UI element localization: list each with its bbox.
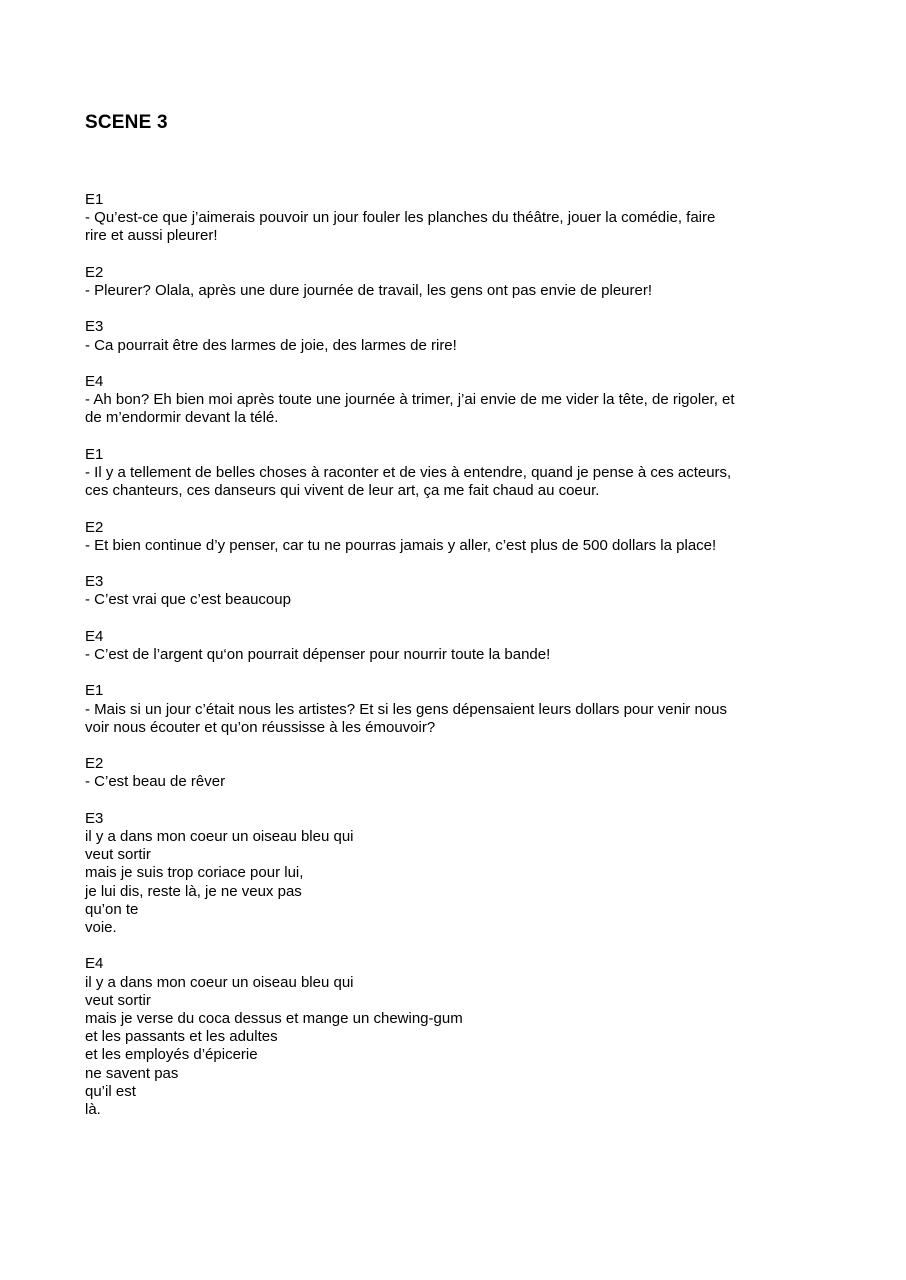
dialogue-line: - C’est vrai que c’est beaucoup: [85, 591, 291, 609]
dialogue-line: - Mais si un jour c’était nous les artistes? Et si les gens dépensaient leurs dollars pour venir nous: [85, 700, 727, 718]
dialogue-line: mais je verse du coca dessus et mange un chewing-gum: [85, 1009, 463, 1027]
page-content: [85, 111, 850, 1137]
dialogue-line: - Pleurer? Olala, après une dure journée de travail, les gens ont pas envie de pleurer!: [85, 282, 653, 299]
dialogue-line: mais je suis trop coriace pour lui,: [85, 864, 304, 882]
dialogue-line: là.: [85, 1100, 101, 1118]
dialogue-line: - Qu’est-ce que j’aimerais pouvoir un jour fouler les planches du théâtre, jouer la comédie, faire: [85, 209, 716, 227]
speaker-label: E2: [85, 755, 104, 773]
dialogue-block: [85, 264, 850, 300]
dialogue-line: voir nous écouter et qu’on réussisse à les émouvoir?: [85, 718, 436, 736]
dialogue-block: [85, 755, 850, 791]
dialogue-line: - Ah bon? Eh bien moi après toute une journée à trimer, j’ai envie de me vider la tête, de rigoler, et: [85, 391, 735, 409]
speaker-label: E3: [85, 809, 104, 827]
dialogue-line: - C’est de l’argent qu‘on pourrait dépenser pour nourrir toute la bande!: [85, 645, 551, 663]
speaker-label: E1: [85, 682, 104, 700]
dialogue-line: ces chanteurs, ces danseurs qui vivent de leur art, ça me fait chaud au coeur.: [85, 482, 600, 500]
script-body: [85, 191, 850, 1119]
dialogue-line: ne savent pas: [85, 1064, 179, 1082]
dialogue-line: qu’on te: [85, 900, 139, 918]
dialogue-block: [85, 682, 850, 737]
speaker-label: E4: [85, 372, 104, 390]
dialogue-line: rire et aussi pleurer!: [85, 227, 218, 245]
speaker-label: E3: [85, 573, 104, 591]
dialogue-line: - Il y a tellement de belles choses à raconter et de vies à entendre, quand je pense à ces acteurs,: [85, 463, 732, 481]
dialogue-line: voie.: [85, 918, 117, 936]
speaker-label: E3: [85, 318, 104, 336]
dialogue-line: qu’il est: [85, 1082, 136, 1100]
dialogue-block: [85, 955, 850, 1119]
dialogue-block: [85, 191, 850, 246]
dialogue-block: [85, 373, 850, 428]
dialogue-block: [85, 573, 850, 609]
speaker-label: E2: [85, 518, 104, 536]
dialogue-line: - C’est beau de rêver: [85, 773, 226, 791]
dialogue-block: [85, 628, 850, 664]
speaker-label: E1: [85, 191, 104, 208]
dialogue-line: - Et bien continue d’y penser, car tu ne pourras jamais y aller, c’est plus de 500 dollars la place!: [85, 536, 717, 554]
page-title: SCENE 3: [85, 112, 168, 133]
speaker-label: E2: [85, 263, 104, 281]
dialogue-line: je lui dis, reste là, je ne veux pas: [85, 882, 302, 900]
dialogue-line: veut sortir: [85, 991, 151, 1009]
dialogue-block: [85, 519, 850, 555]
dialogue-line: - Ca pourrait être des larmes de joie, des larmes de rire!: [85, 336, 457, 354]
speaker-label: E4: [85, 627, 104, 645]
speaker-label: E1: [85, 445, 104, 463]
dialogue-line: il y a dans mon coeur un oiseau bleu qui: [85, 827, 354, 845]
dialogue-line: de m’endormir devant la télé.: [85, 409, 279, 427]
dialogue-line: il y a dans mon coeur un oiseau bleu qui: [85, 973, 354, 991]
dialogue-block: [85, 446, 850, 501]
dialogue-line: et les passants et les adultes: [85, 1028, 278, 1046]
dialogue-block: [85, 318, 850, 354]
dialogue-line: veut sortir: [85, 846, 151, 864]
speaker-label: E4: [85, 955, 104, 973]
dialogue-block: [85, 810, 850, 937]
dialogue-line: et les employés d’épicerie: [85, 1046, 258, 1064]
